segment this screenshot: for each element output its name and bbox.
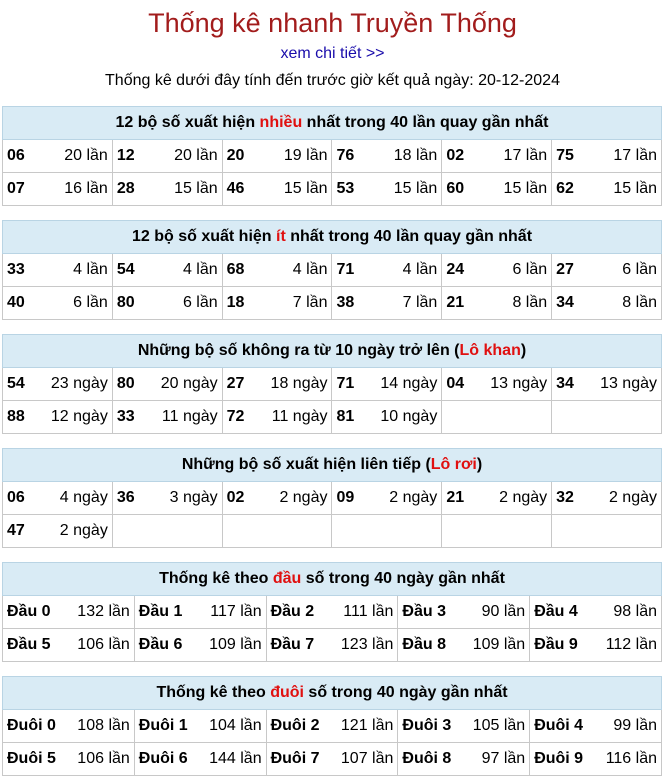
stat-key: 06 xyxy=(7,489,25,506)
stat-key: 46 xyxy=(226,180,245,197)
stat-cell xyxy=(552,254,662,287)
stat-key: 38 xyxy=(336,294,355,311)
stat-count: 11 ngày xyxy=(271,408,328,425)
stat-cell xyxy=(134,596,266,629)
stat-cell xyxy=(398,596,530,629)
stat-cell xyxy=(552,482,662,515)
stat-count: 13 ngày xyxy=(490,375,548,392)
stat-cell xyxy=(442,401,552,434)
stat-count: 15 lần xyxy=(613,180,657,197)
stat-count: 2 ngày xyxy=(499,489,548,506)
stat-count: 117 lần xyxy=(210,603,262,620)
section-title-highlight: ít xyxy=(276,228,286,245)
stat-count: 7 lần xyxy=(402,294,438,311)
stat-key: 54 xyxy=(116,261,135,278)
stat-count: 13 ngày xyxy=(600,375,657,392)
stat-key: 62 xyxy=(556,180,574,197)
stats-table xyxy=(2,106,662,206)
stat-key: 34 xyxy=(556,294,574,311)
table-row xyxy=(3,368,662,401)
stat-cell xyxy=(112,515,222,548)
stat-key: 27 xyxy=(226,375,245,392)
stat-key: 80 xyxy=(116,375,135,392)
stat-count: 107 lần xyxy=(340,750,394,767)
stat-count: 2 ngày xyxy=(389,489,438,506)
stats-section xyxy=(2,334,662,434)
stat-cell xyxy=(552,401,662,434)
stat-cell xyxy=(134,743,266,776)
stat-key: Đầu 6 xyxy=(138,636,183,653)
stat-key: Đuôi 8 xyxy=(402,750,452,767)
stat-key: 76 xyxy=(336,147,355,164)
section-title-highlight: đuôi xyxy=(270,684,304,701)
stat-count: 106 lần xyxy=(77,636,130,653)
section-title: Thống kê theo đầu số trong 40 ngày gần nhất xyxy=(3,563,662,596)
stat-count: 109 lần xyxy=(472,636,526,653)
stat-count: 14 ngày xyxy=(380,375,438,392)
stat-key: 71 xyxy=(336,261,355,278)
stat-cell xyxy=(222,173,332,206)
stat-count: 15 lần xyxy=(393,180,438,197)
stat-cell xyxy=(112,368,222,401)
stat-cell xyxy=(222,368,332,401)
stat-count: 121 lần xyxy=(340,717,394,734)
table-row xyxy=(3,596,662,629)
stat-count: 15 lần xyxy=(174,180,218,197)
stat-count: 144 lần xyxy=(209,750,262,767)
stat-cell xyxy=(112,173,222,206)
stat-key: Đầu 8 xyxy=(402,636,446,653)
stat-cell xyxy=(3,287,113,320)
stat-count: 99 lần xyxy=(613,717,657,734)
stat-cell xyxy=(552,287,662,320)
stat-count: 104 lần xyxy=(209,717,262,734)
stat-count: 10 ngày xyxy=(380,408,438,425)
stat-cell xyxy=(332,401,442,434)
stat-key: 18 xyxy=(226,294,245,311)
stat-key: 47 xyxy=(7,522,25,539)
stat-key: 34 xyxy=(556,375,574,392)
stat-count: 4 lần xyxy=(182,261,218,278)
stat-count: 90 lần xyxy=(481,603,526,620)
stat-cell xyxy=(332,140,442,173)
stat-key: Đuôi 7 xyxy=(270,750,320,767)
stat-count: 2 ngày xyxy=(279,489,328,506)
table-row xyxy=(3,629,662,662)
stat-cell xyxy=(442,173,552,206)
stat-count: 109 lần xyxy=(209,636,262,653)
stat-count: 2 ngày xyxy=(608,489,657,506)
stat-key: 71 xyxy=(336,375,355,392)
stat-cell xyxy=(222,287,332,320)
stat-key: 24 xyxy=(446,261,465,278)
stat-count: 97 lần xyxy=(481,750,526,767)
stat-count: 12 ngày xyxy=(50,408,108,425)
stat-cell xyxy=(266,710,398,743)
stat-key: 27 xyxy=(556,261,574,278)
stat-cell xyxy=(3,629,135,662)
section-title-highlight: nhiều xyxy=(259,114,303,131)
stat-cell xyxy=(332,515,442,548)
stat-key: Đầu 3 xyxy=(402,603,446,620)
stat-count: 6 lần xyxy=(182,294,218,311)
stat-count: 8 lần xyxy=(622,294,657,311)
stat-cell xyxy=(222,482,332,515)
stat-count: 123 lần xyxy=(340,636,394,653)
stat-count: 15 lần xyxy=(503,180,548,197)
table-row xyxy=(3,173,662,206)
stat-key: Đầu 9 xyxy=(534,636,578,653)
stat-cell xyxy=(112,254,222,287)
stat-count: 4 lần xyxy=(73,261,108,278)
stat-count: 20 ngày xyxy=(160,375,218,392)
section-title-highlight: đầu xyxy=(272,570,302,587)
stat-cell xyxy=(332,254,442,287)
stat-cell xyxy=(3,173,113,206)
stat-count: 112 lần xyxy=(605,636,657,653)
stat-key: 04 xyxy=(446,375,465,392)
stat-cell xyxy=(552,140,662,173)
stats-table xyxy=(2,220,662,320)
stat-cell xyxy=(442,482,552,515)
stat-count: 4 lần xyxy=(292,261,328,278)
stat-key: Đuôi 3 xyxy=(402,717,452,734)
stat-cell xyxy=(530,629,662,662)
stat-count: 6 lần xyxy=(622,261,657,278)
stat-count: 111 lần xyxy=(343,603,394,620)
stat-key: Đuôi 1 xyxy=(138,717,188,734)
date-line: Thống kê dưới đây tính đến trước giờ kết quả ngày: 20-12-2024 xyxy=(105,72,560,89)
stat-cell xyxy=(442,287,552,320)
stat-count: 2 ngày xyxy=(59,522,108,539)
stat-key: Đầu 4 xyxy=(534,603,578,620)
stat-cell xyxy=(222,254,332,287)
table-row xyxy=(3,401,662,434)
stats-section xyxy=(2,448,662,548)
stat-key: 68 xyxy=(226,261,245,278)
stat-key: 53 xyxy=(336,180,355,197)
stat-cell xyxy=(112,287,222,320)
stat-cell xyxy=(134,629,266,662)
stat-key: 28 xyxy=(116,180,135,197)
stat-count: 105 lần xyxy=(472,717,526,734)
stat-count: 19 lần xyxy=(283,147,328,164)
stat-cell xyxy=(266,629,398,662)
stat-key: Đuôi 9 xyxy=(534,750,584,767)
stats-table xyxy=(2,562,662,662)
stat-cell xyxy=(3,596,135,629)
stat-key: 02 xyxy=(226,489,245,506)
stat-cell xyxy=(222,515,332,548)
stat-count: 15 lần xyxy=(283,180,328,197)
stat-count: 7 lần xyxy=(292,294,328,311)
stat-key: Đuôi 4 xyxy=(534,717,584,734)
stat-key: 81 xyxy=(336,408,355,425)
stat-cell xyxy=(552,368,662,401)
stat-cell xyxy=(3,482,113,515)
stat-cell xyxy=(3,515,113,548)
stat-cell xyxy=(530,743,662,776)
stat-cell xyxy=(552,173,662,206)
stat-key: 20 xyxy=(226,147,245,164)
stat-count: 18 ngày xyxy=(270,375,328,392)
view-details-link[interactable]: xem chi tiết >> xyxy=(280,45,385,62)
page-header xyxy=(0,0,665,91)
stats-section xyxy=(2,676,662,776)
table-row xyxy=(3,254,662,287)
stats-table xyxy=(2,334,662,434)
stat-key: 32 xyxy=(556,489,574,506)
stat-count: 18 lần xyxy=(393,147,438,164)
stat-cell xyxy=(112,140,222,173)
stat-key: 21 xyxy=(446,489,465,506)
stat-cell xyxy=(332,368,442,401)
stat-key: 07 xyxy=(7,180,25,197)
table-row xyxy=(3,140,662,173)
stat-count: 98 lần xyxy=(613,603,657,620)
stat-key: 54 xyxy=(7,375,25,392)
stat-cell xyxy=(530,710,662,743)
stat-key: 09 xyxy=(336,489,355,506)
stat-cell xyxy=(442,254,552,287)
stat-cell xyxy=(530,596,662,629)
stat-key: 33 xyxy=(7,261,25,278)
stat-cell xyxy=(222,140,332,173)
table-row xyxy=(3,482,662,515)
stats-table xyxy=(2,676,662,776)
stat-cell xyxy=(552,515,662,548)
stats-section xyxy=(2,106,662,206)
table-row xyxy=(3,743,662,776)
stat-cell xyxy=(332,482,442,515)
stat-cell xyxy=(266,743,398,776)
stat-cell xyxy=(398,743,530,776)
table-row xyxy=(3,287,662,320)
stat-cell xyxy=(3,368,113,401)
stat-cell xyxy=(398,710,530,743)
stat-count: 116 lần xyxy=(605,750,657,767)
stat-key: Đầu 7 xyxy=(270,636,315,653)
stat-key: 80 xyxy=(116,294,135,311)
stat-key: Đuôi 2 xyxy=(270,717,320,734)
stat-key: Đầu 2 xyxy=(270,603,315,620)
stat-key: 02 xyxy=(446,147,465,164)
stat-cell xyxy=(442,368,552,401)
stat-count: 6 lần xyxy=(73,294,108,311)
stat-key: Đuôi 6 xyxy=(138,750,188,767)
stats-section xyxy=(2,220,662,320)
stat-key: Đuôi 0 xyxy=(7,717,56,734)
stat-count: 8 lần xyxy=(512,294,548,311)
stat-cell xyxy=(442,515,552,548)
stat-key: 33 xyxy=(116,408,135,425)
stat-count: 23 ngày xyxy=(50,375,108,392)
stat-key: 75 xyxy=(556,147,574,164)
page-title: Thống kê nhanh Truyền Thống xyxy=(148,8,517,38)
section-title-highlight: Lô rơi xyxy=(430,456,477,473)
stat-count: 11 ngày xyxy=(161,408,218,425)
stat-key: 40 xyxy=(7,294,25,311)
stat-key: Đuôi 5 xyxy=(7,750,56,767)
stat-count: 3 ngày xyxy=(169,489,218,506)
stats-section xyxy=(2,562,662,662)
stat-cell xyxy=(332,173,442,206)
stat-key: 21 xyxy=(446,294,465,311)
stat-count: 20 lần xyxy=(64,147,108,164)
stat-key: Đầu 5 xyxy=(7,636,51,653)
stat-key: 72 xyxy=(226,408,245,425)
section-title: Thống kê theo đuôi số trong 40 ngày gần nhất xyxy=(3,677,662,710)
stat-key: 88 xyxy=(7,408,25,425)
stat-cell xyxy=(112,482,222,515)
stat-key: 36 xyxy=(116,489,135,506)
section-title: Những bộ số xuất hiện liên tiếp (Lô rơi) xyxy=(3,449,662,482)
stat-count: 17 lần xyxy=(503,147,548,164)
stat-key: 60 xyxy=(446,180,465,197)
stat-count: 132 lần xyxy=(77,603,130,620)
stat-cell xyxy=(332,287,442,320)
stat-cell xyxy=(3,254,113,287)
stats-table xyxy=(2,448,662,548)
stat-cell xyxy=(222,401,332,434)
section-title: 12 bộ số xuất hiện nhiều nhất trong 40 lần quay gần nhất xyxy=(3,107,662,140)
stat-count: 20 lần xyxy=(174,147,218,164)
stat-count: 106 lần xyxy=(77,750,130,767)
stat-key: 06 xyxy=(7,147,25,164)
table-row xyxy=(3,710,662,743)
stat-count: 4 lần xyxy=(402,261,438,278)
section-title-highlight: Lô khan xyxy=(459,342,521,359)
stat-cell xyxy=(3,140,113,173)
stat-count: 108 lần xyxy=(77,717,130,734)
stat-cell xyxy=(112,401,222,434)
stat-key: 12 xyxy=(116,147,135,164)
stat-key: Đầu 0 xyxy=(7,603,51,620)
stat-cell xyxy=(3,743,135,776)
stat-cell xyxy=(266,596,398,629)
section-title: Những bộ số không ra từ 10 ngày trở lên (Lô khan) xyxy=(3,335,662,368)
stat-cell xyxy=(3,401,113,434)
stat-count: 16 lần xyxy=(64,180,108,197)
stat-cell xyxy=(134,710,266,743)
section-title: 12 bộ số xuất hiện ít nhất trong 40 lần quay gần nhất xyxy=(3,221,662,254)
stat-count: 17 lần xyxy=(613,147,657,164)
table-row xyxy=(3,515,662,548)
stat-count: 4 ngày xyxy=(59,489,108,506)
stat-key: Đầu 1 xyxy=(138,603,183,620)
stat-count: 6 lần xyxy=(512,261,548,278)
stat-cell xyxy=(442,140,552,173)
stat-cell xyxy=(3,710,135,743)
stat-cell xyxy=(398,629,530,662)
